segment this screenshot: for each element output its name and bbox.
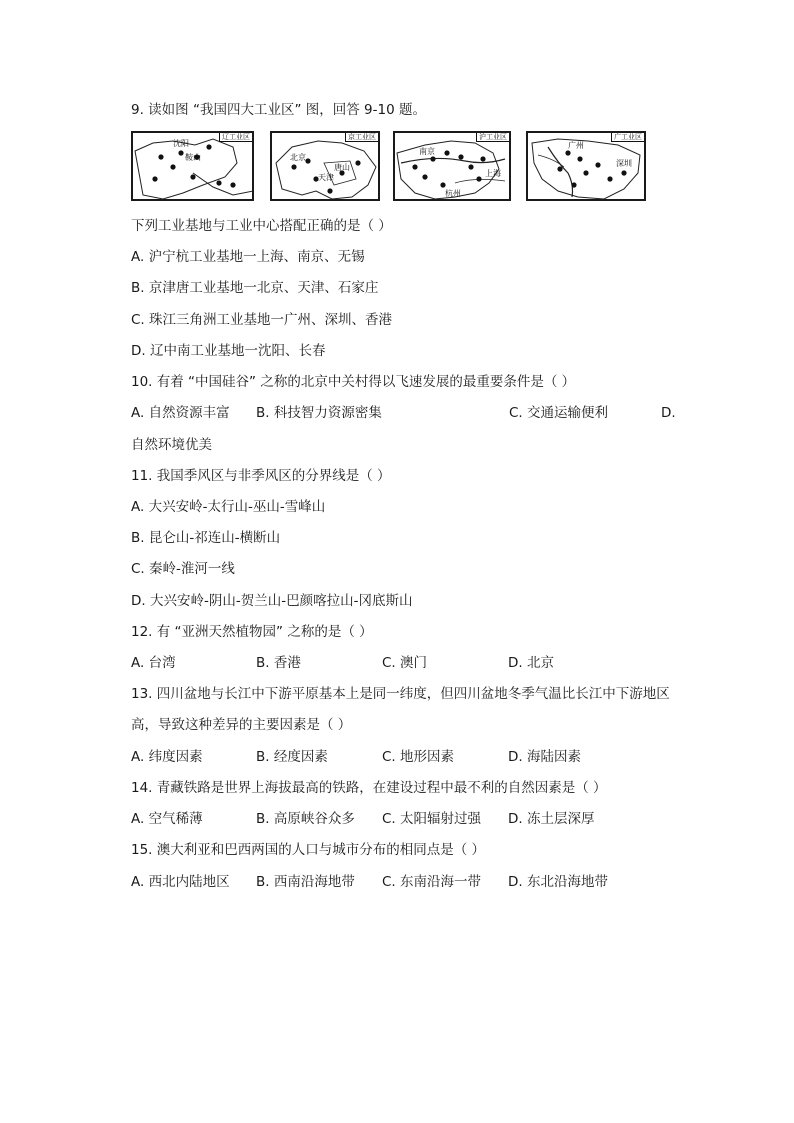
question-11-stem: 11. 我国季风区与非季风区的分界线是（ ） xyxy=(131,468,391,484)
map-label: 天津 xyxy=(318,173,334,182)
map-label: 上海 xyxy=(485,169,501,178)
map-huninghang xyxy=(393,131,511,201)
map-label: 唐山 xyxy=(334,163,350,172)
map-label: 广州 xyxy=(568,141,584,150)
map-jingjintang-drawing xyxy=(272,133,380,201)
question-15-stem: 15. 澳大利亚和巴西两国的人口与城市分布的相同点是（ ） xyxy=(131,842,486,858)
question-10-option-a[interactable]: A. 自然资源丰富 xyxy=(131,405,230,421)
question-13-option-a[interactable]: A. 纬度因素 xyxy=(131,749,203,765)
question-15-option-b[interactable]: B. 西南沿海地带 xyxy=(256,874,355,890)
map-badge: 京工业区 xyxy=(345,133,378,142)
question-12-option-a[interactable]: A. 台湾 xyxy=(131,655,176,671)
map-liaozhongnan xyxy=(131,131,254,201)
industrial-zone-maps xyxy=(131,131,642,201)
map-label: 深圳 xyxy=(616,159,632,168)
question-13-stem: 13. 四川盆地与长江中下游平原基本上是同一纬度，但四川盆地冬季气温比长江中下游地区 xyxy=(131,686,670,702)
map-jingjintang xyxy=(270,131,380,201)
question-9-stem: 9. 读如图 “我国四大工业区” 图，回答 9-10 题。 xyxy=(131,102,426,118)
question-11-option-d[interactable]: D. 大兴安岭-阴山-贺兰山-巴颜喀拉山-冈底斯山 xyxy=(131,593,413,609)
question-9-sub-stem: 下列工业基地与工业中心搭配正确的是（ ） xyxy=(131,218,392,234)
question-14-option-d[interactable]: D. 冻土层深厚 xyxy=(508,811,595,827)
map-label: 鞍山 xyxy=(185,153,201,162)
map-label: 杭州 xyxy=(445,189,461,198)
question-15-option-d[interactable]: D. 东北沿海地带 xyxy=(508,874,608,890)
map-liaozhongnan-drawing xyxy=(133,133,254,201)
question-12-option-d[interactable]: D. 北京 xyxy=(508,655,554,671)
map-label: 南京 xyxy=(419,147,435,156)
question-10-option-d-text[interactable]: 自然环境优美 xyxy=(131,437,212,453)
question-9-option-d[interactable]: D. 辽中南工业基地一沈阳、长春 xyxy=(131,343,326,359)
question-11-option-a[interactable]: A. 大兴安岭-太行山-巫山-雪峰山 xyxy=(131,499,326,515)
question-9-option-c[interactable]: C. 珠江三角洲工业基地一广州、深圳、香港 xyxy=(131,312,393,328)
question-12-stem: 12. 有 “亚洲天然植物园” 之称的是（ ） xyxy=(131,624,373,640)
question-10-stem: 10. 有着 “中国硅谷” 之称的北京中关村得以飞速发展的最重要条件是（ ） xyxy=(131,374,576,390)
question-9-option-b[interactable]: B. 京津唐工业基地一北京、天津、石家庄 xyxy=(131,280,379,296)
question-14-option-b[interactable]: B. 高原峡谷众多 xyxy=(256,811,355,827)
question-11-option-c[interactable]: C. 秦岭-淮河一线 xyxy=(131,561,235,577)
question-9-option-a[interactable]: A. 沪宁杭工业基地一上海、南京、无锡 xyxy=(131,249,365,265)
question-11-option-b[interactable]: B. 昆仑山-祁连山-横断山 xyxy=(131,530,281,546)
question-10-option-d[interactable]: D. xyxy=(661,405,676,421)
map-badge: 沪工业区 xyxy=(476,133,509,142)
question-14-option-a[interactable]: A. 空气稀薄 xyxy=(131,811,203,827)
question-10-option-c[interactable]: C. 交通运输便利 xyxy=(509,405,609,421)
question-13-stem-continued: 高，导致这种差异的主要因素是（ ） xyxy=(131,717,352,733)
map-badge: 辽工业区 xyxy=(219,133,252,142)
question-14-stem: 14. 青藏铁路是世界上海拔最高的铁路，在建设过程中最不利的自然因素是（ ） xyxy=(131,780,607,796)
question-13-option-c[interactable]: C. 地形因素 xyxy=(382,749,455,765)
question-14-option-c[interactable]: C. 太阳辐射过强 xyxy=(382,811,482,827)
question-12-option-c[interactable]: C. 澳门 xyxy=(382,655,428,671)
map-label: 北京 xyxy=(290,153,306,162)
map-badge: 广工业区 xyxy=(611,133,644,142)
question-15-option-c[interactable]: C. 东南沿海一带 xyxy=(382,874,482,890)
map-label: 沈阳 xyxy=(173,139,189,148)
question-13-option-d[interactable]: D. 海陆因素 xyxy=(508,749,581,765)
map-zhujiang xyxy=(526,131,646,201)
question-15-option-a[interactable]: A. 西北内陆地区 xyxy=(131,874,230,890)
question-12-option-b[interactable]: B. 香港 xyxy=(256,655,301,671)
question-13-option-b[interactable]: B. 经度因素 xyxy=(256,749,328,765)
question-10-option-b[interactable]: B. 科技智力资源密集 xyxy=(256,405,382,421)
